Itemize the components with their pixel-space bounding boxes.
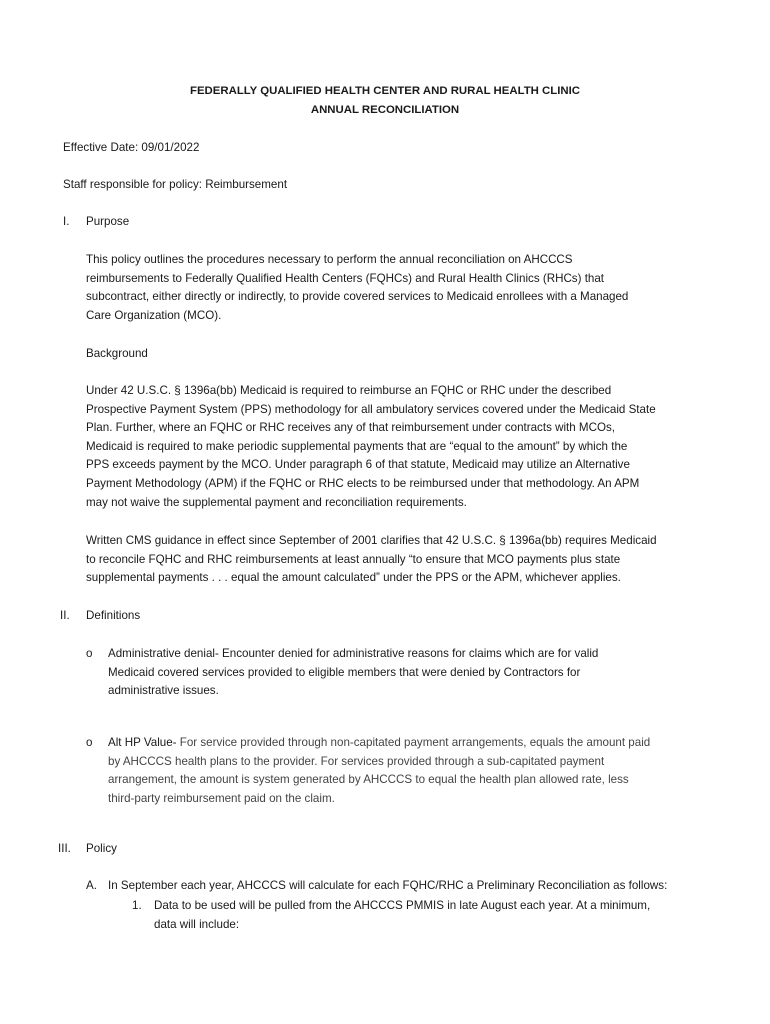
purpose-line: subcontract, either directly or indirectly, to provide covered services to Medicaid enrollees with a Managed	[86, 290, 629, 304]
definition-line: administrative issues.	[108, 684, 219, 698]
background-line: Plan. Further, where an FQHC or RHC receives any of that reimbursement under contracts with MCOs,	[86, 421, 615, 435]
definition-line: Administrative denial- Encounter denied for administrative reasons for claims which are for valid	[108, 647, 599, 660]
definition-line: Medicaid covered services provided to eligible members that were denied by Contractors for	[108, 665, 581, 679]
background-line: Under 42 U.S.C. § 1396a(bb) Medicaid is required to reimburse an FQHC or RHC under the described	[86, 384, 612, 397]
definition-alt-hp-value	[108, 734, 714, 808]
bullet-icon: o	[86, 736, 93, 749]
item-a-label: A.	[86, 879, 97, 892]
purpose-line: Care Organization (MCO).	[86, 308, 222, 322]
item-a-text: In September each year, AHCCCS will calculate for each FQHC/RHC a Preliminary Reconciliation as follows:	[108, 879, 668, 892]
cms-line: Written CMS guidance in effect since September of 2001 clarifies that 42 U.S.C. § 1396a(bb) requires Medicaid	[86, 534, 657, 547]
definition-term: Alt HP Value-	[108, 736, 177, 749]
definition-admin-denial	[108, 645, 714, 701]
background-line: Medicaid is required to make periodic supplemental payments that are “equal to the amount” by which the	[86, 439, 628, 453]
purpose-line: This policy outlines the procedures necessary to perform the annual reconciliation on AHCCCS	[86, 253, 573, 266]
cms-line: to reconcile FQHC and RHC reimbursements at least annually “to ensure that MCO payments plus state	[86, 552, 621, 566]
background-line: Payment Methodology (APM) if the FQHC or RHC elects to be reimbursed under that methodology. An APM	[86, 476, 640, 490]
doc-title-line2: ANNUAL RECONCILIATION	[310, 104, 460, 116]
staff-responsible: Staff responsible for policy: Reimbursement	[63, 178, 288, 191]
doc-title-line1: FEDERALLY QUALIFIED HEALTH CENTER AND RURAL HEALTH CLINIC	[189, 85, 581, 97]
section-3-heading: Policy	[86, 842, 117, 855]
bullet-icon: o	[86, 647, 93, 660]
section-3-number: III.	[58, 842, 71, 855]
section-2-heading: Definitions	[86, 609, 141, 622]
background-line: may not waive the supplemental payment and reconciliation requirements.	[86, 495, 467, 509]
purpose-paragraph	[86, 251, 716, 325]
item-1-line: data will include:	[154, 917, 240, 931]
background-heading: Background	[86, 347, 148, 360]
definition-line: third-party reimbursement paid on the claim.	[108, 791, 335, 805]
section-1-number: I.	[63, 215, 70, 228]
purpose-line: reimbursements to Federally Qualified Health Centers (FQHCs) and Rural Health Clinics (RHCs) that	[86, 271, 605, 285]
definition-line: by AHCCCS health plans to the provider. For services provided through a sub-capitated payment	[108, 754, 605, 768]
definition-line: For service provided through non-capitated payment arrangements, equals the amount paid	[176, 736, 651, 749]
item-1-line: Data to be used will be pulled from the AHCCCS PMMIS in late August each year. At a minimum,	[154, 899, 651, 912]
cms-guidance-paragraph	[86, 532, 716, 588]
background-paragraph	[86, 382, 716, 512]
effective-date: Effective Date: 09/01/2022	[63, 141, 200, 154]
background-line: PPS exceeds payment by the MCO. Under paragraph 6 of that statute, Medicaid may utilize an Alternative	[86, 458, 630, 472]
item-1-text	[154, 897, 714, 934]
section-1-heading: Purpose	[86, 215, 130, 228]
cms-line: supplemental payments . . . equal the amount calculated” under the PPS or the APM, whichever applies.	[86, 571, 621, 585]
section-2-number: II.	[60, 609, 70, 622]
item-1-label: 1.	[132, 899, 142, 912]
background-line: Prospective Payment System (PPS) methodology for all ambulatory services covered under the Medicaid State	[86, 402, 656, 416]
definition-line: arrangement, the amount is system generated by AHCCCS to equal the health plan allowed rate, less	[108, 773, 629, 787]
